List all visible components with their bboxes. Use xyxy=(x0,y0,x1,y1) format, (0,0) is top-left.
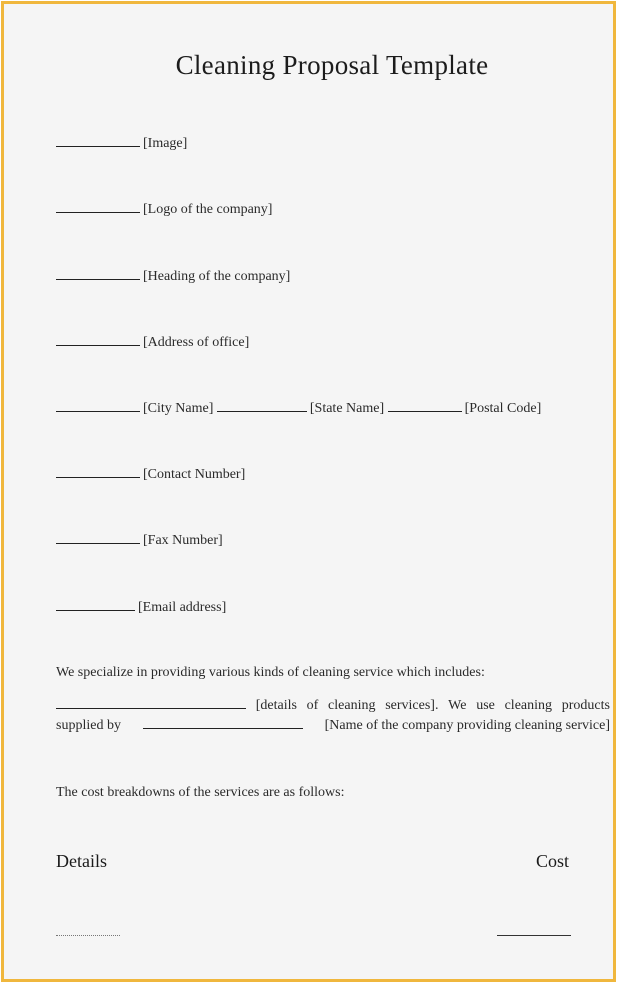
address-label: [Address of office] xyxy=(143,335,250,350)
address-field xyxy=(56,333,249,352)
postal-label: [Postal Code] xyxy=(464,401,542,416)
intro-paragraph: We specialize in providing various kinds of cleaning service which includes: xyxy=(56,665,485,680)
services-word: products xyxy=(561,698,610,713)
contact-label: [Contact Number] xyxy=(143,467,246,482)
heading-field xyxy=(56,267,290,286)
image-label: [Image] xyxy=(143,136,188,151)
services-word: We xyxy=(448,698,467,713)
services-word: services]. xyxy=(385,698,439,713)
blank-line xyxy=(56,465,140,478)
logo-label: [Logo of the company] xyxy=(143,202,273,217)
blank-line xyxy=(56,333,140,346)
city-label: [City Name] xyxy=(143,401,214,416)
services-line-2 xyxy=(56,716,610,736)
blank-line xyxy=(56,134,140,147)
state-label: [State Name] xyxy=(309,401,385,416)
fax-label: [Fax Number] xyxy=(143,533,223,548)
services-word: cleaning xyxy=(328,698,376,713)
logo-field xyxy=(56,200,272,219)
services-word: cleaning xyxy=(504,698,553,713)
blank-line xyxy=(56,267,140,280)
blank-line xyxy=(56,399,140,412)
blank-line xyxy=(56,200,140,213)
blank-line xyxy=(217,399,307,412)
contact-field xyxy=(56,465,245,484)
blank-line xyxy=(56,531,140,544)
services-word: [Name of the company providing cleaning service] xyxy=(324,718,610,733)
blank-line xyxy=(388,399,462,412)
document-title: Cleaning Proposal Template xyxy=(175,50,489,80)
services-line-1 xyxy=(56,696,610,716)
cost-entry-line xyxy=(497,934,571,936)
details-entry-line xyxy=(56,934,120,936)
blank-line xyxy=(56,696,246,709)
fax-field xyxy=(56,531,223,550)
email-label: [Email address] xyxy=(138,600,227,615)
blank-line xyxy=(143,716,303,729)
blank-line xyxy=(56,598,135,611)
cost-intro-paragraph: The cost breakdowns of the services are as follows: xyxy=(56,785,345,800)
services-word: supplied by xyxy=(56,718,121,733)
services-word: use xyxy=(476,698,495,713)
services-word: of xyxy=(306,698,319,713)
services-paragraph xyxy=(56,696,610,736)
image-field xyxy=(56,134,187,153)
details-header: Details xyxy=(56,851,107,871)
email-field xyxy=(56,598,226,617)
heading-label: [Heading of the company] xyxy=(143,269,291,284)
cost-header: Cost xyxy=(536,851,570,871)
city-state-postal-field xyxy=(56,399,541,418)
services-word: [details xyxy=(255,698,297,713)
